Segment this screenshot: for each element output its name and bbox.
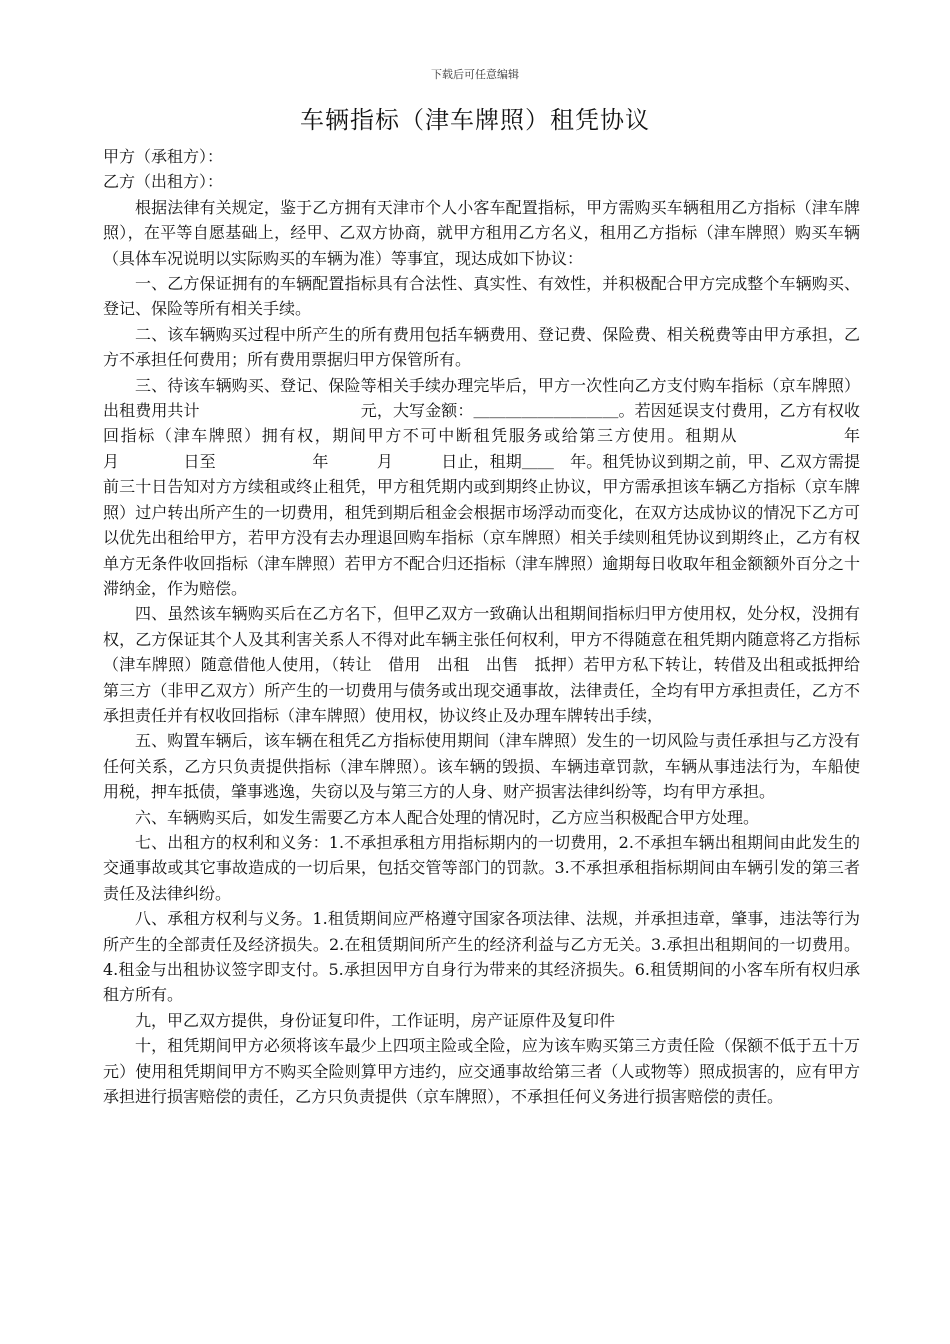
clause-8-paragraph: 八、承租方权利与义务。1.租赁期间应严格遵守国家各项法律、法规，并承担违章，肇事，违法等行为所产生的全部责任及经济损失。2.在租赁期间所产生的经济利益与乙方无关。3.承担出租期间的一切费用。4.租金与出租协议签字即支付。5.承担因甲方自身行为带来的其经济损失。6.租赁期间的小客车所有权归承租方所有。 — [103, 909, 860, 1005]
header-note: 下载后可任意编辑 — [431, 68, 519, 81]
party-b-line: 乙方（出租方）： — [103, 172, 224, 192]
party-a-line: 甲方（承租方）： — [103, 147, 224, 166]
clause-3-paragraph: 三、待该车辆购买、登记、保险等相关手续办理完毕后，甲方一次性向乙方支付购车指标（京车牌照）出租费用共计 元，大写金额：＿＿＿＿＿＿＿＿＿。若因延误支付费用，乙方有权收回指标（津车牌照）拥有权，期间甲方不可中断租凭服务或给第三方使用。租期从 年 月 日至 年 月 日止，租期＿＿ 年。租凭协议到期之前，甲、乙双方需提前三十日告知对方方续租或终止租凭，甲方租凭期内或到期终止协议，甲方需承担该车辆乙方指标（京车牌照）过户转出所产生的一切费用，租凭到期后租金会根据市场浮动而变化，在双方达成协议的情况下乙方可以优先出租给甲方，若甲方没有去办理退回购车指标（京车牌照）相关手续则租凭协议到期终止，乙方有权单方无条件收回指标（津车牌照）若甲方不配合归还指标（津车牌照）逾期每日收取年租金额额外百分之十滞纳金，作为赔偿。 — [103, 375, 925, 598]
document-body — [103, 144, 925, 1109]
clause-5-paragraph: 五、购置车辆后，该车辆在租凭乙方指标使用期间（津车牌照）发生的一切风险与责任承担与乙方没有任何关系，乙方只负责提供指标（津车牌照）。该车辆的毁损、车辆违章罚款，车辆从事违法行为，车船使用税，押车抵债，肇事逃逸，失窃以及与第三方的人身、财产损害法律纠纷等，均有甲方承担。 — [103, 731, 860, 802]
clause-10-paragraph: 十，租凭期间甲方必须将该车最少上四项主险或全险，应为该车购买第三方责任险（保额不低于五十万元）使用租凭期间甲方不购买全险则算甲方违约，应交通事故给第三者（人或物等）照成损害的，应有甲方承担进行损害赔偿的责任，乙方只负责提供（京车牌照），不承担任何义务进行损害赔偿的责任。 — [103, 1036, 860, 1107]
clause-7-paragraph: 七、出租方的权利和义务：1.不承担承租方用指标期内的一切费用，2.不承担车辆出租期间由此发生的交通事故或其它事故造成的一切后果，包括交管等部门的罚款。3.不承担承租指标期间由车辆引发的第三者责任及法律纠纷。 — [103, 832, 860, 903]
clause-4-paragraph: 四、虽然该车辆购买后在乙方名下，但甲乙双方一致确认出租期间指标归甲方使用权，处分权，没拥有权，乙方保证其个人及其利害关系人不得对此车辆主张任何权利，甲方不得随意在租凭期内随意将乙方指标（津车牌照）随意借他人使用，（转让 借用 出租 出售 抵押）若甲方私下转让，转借及出租或抵押给第三方（非甲乙双方）所产生的一切费用与债务或出现交通事故，法律责任，全均有甲方承担责任，乙方不承担责任并有权收回指标（津车牌照）使用权，协议终止及办理车牌转出手续， — [103, 604, 860, 725]
clause-1-paragraph: 一、乙方保证拥有的车辆配置指标具有合法性、真实性、有效性，并积极配合甲方完成整个车辆购买、登记、保险等所有相关手续。 — [103, 274, 860, 319]
clause-6-paragraph: 六、车辆购买后，如发生需要乙方本人配合处理的情况时，乙方应当积极配合甲方处理。 — [135, 807, 760, 827]
document-title: 车辆指标（津车牌照）租凭协议 — [300, 106, 650, 134]
clause-9-paragraph: 九，甲乙双方提供，身份证复印件，工作证明，房产证原件及复印件 — [135, 1010, 616, 1030]
preamble-paragraph: 根据法律有关规定，鉴于乙方拥有天津市个人小客车配置指标，甲方需购买车辆租用乙方指标（津车牌照），在平等自愿基础上，经甲、乙双方协商，就甲方租用乙方名义，租用乙方指标（津车牌照）购买车辆（具体车况说明以实际购买的车辆为准）等事宜，现达成如下协议： — [103, 197, 860, 268]
clause-2-paragraph: 二、该车辆购买过程中所产生的所有费用包括车辆费用、登记费、保险费、相关税费等由甲方承担，乙方不承担任何费用；所有费用票据归甲方保管所有。 — [103, 324, 860, 370]
